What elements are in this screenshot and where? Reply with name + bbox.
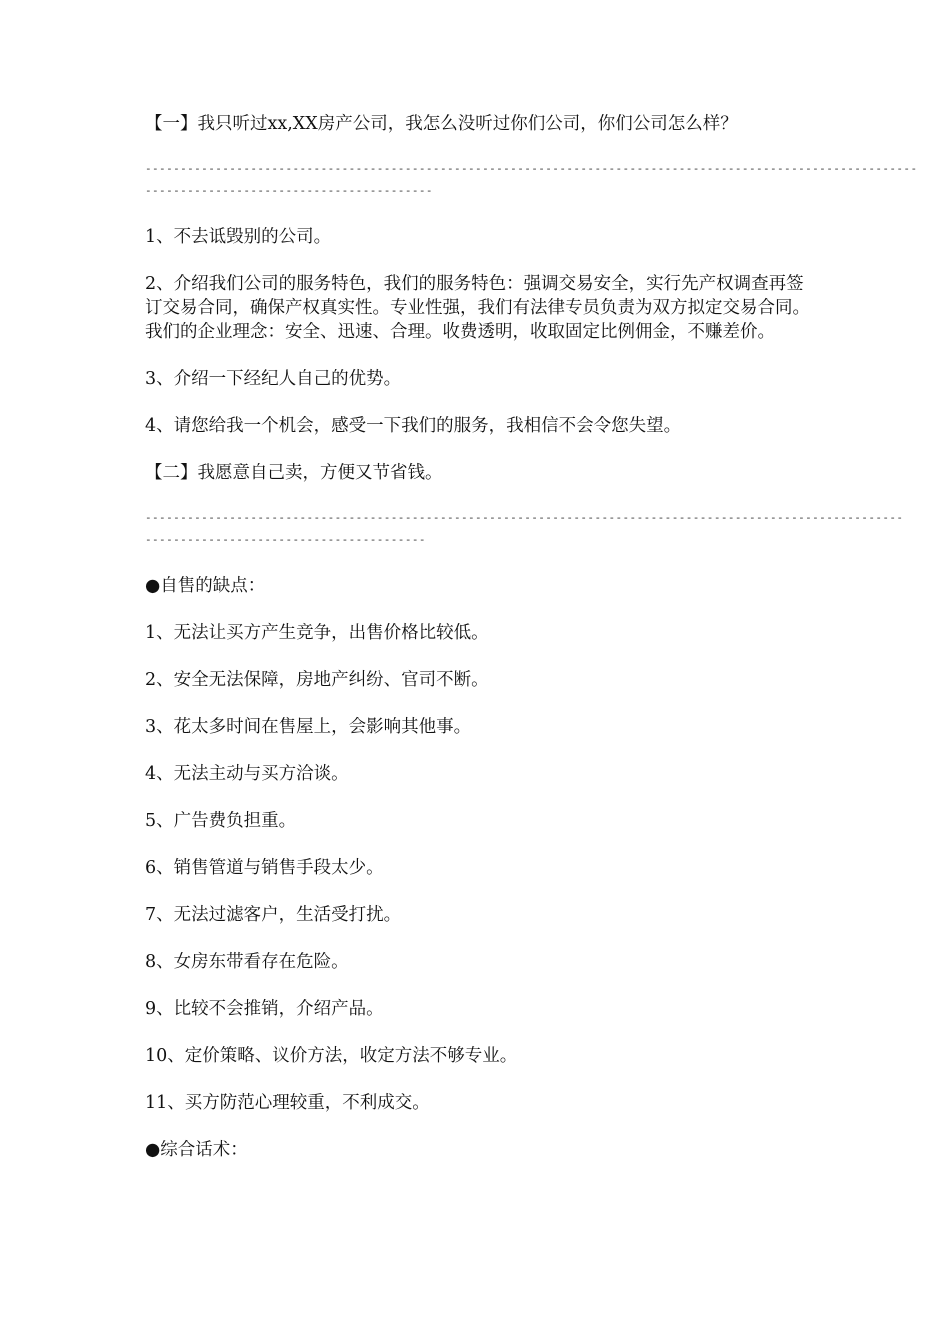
separator-line-2: -----------------------------------------	[145, 184, 433, 197]
subheading-general-script: ●综合话术：	[145, 1140, 248, 1160]
separator-line-1: --------------------------------------------------------------------------------------------------------------	[145, 162, 918, 175]
list-item: 5、广告费负担重。	[145, 811, 297, 831]
separator-line	[145, 158, 918, 202]
section-2-title: 【二】我愿意自己卖，方便又节省钱。	[145, 463, 443, 483]
separator-line-1: ------------------------------------------------------------------------------------------------------------	[145, 511, 904, 524]
list-item: 8、女房东带看存在危险。	[145, 952, 349, 972]
list-item: 1、无法让买方产生竞争，出售价格比较低。	[145, 623, 489, 643]
document-page	[145, 112, 918, 1185]
list-item: 4、请您给我一个机会，感受一下我们的服务，我相信不会令您失望。	[145, 416, 682, 436]
subheading-disadvantages: ●自售的缺点：	[145, 576, 266, 596]
list-item: 4、无法主动与买方洽谈。	[145, 764, 349, 784]
list-item: 1、不去诋毁别的公司。	[145, 227, 332, 247]
list-item: 10、定价策略、议价方法，收定方法不够专业。	[145, 1046, 518, 1066]
list-item: 7、无法过滤客户，生活受打扰。	[145, 905, 402, 925]
list-item: 2、安全无法保障，房地产纠纷、官司不断。	[145, 670, 489, 690]
list-item: 3、介绍一下经纪人自己的优势。	[145, 369, 402, 389]
list-item: 9、比较不会推销，介绍产品。	[145, 999, 384, 1019]
list-item: 2、介绍我们公司的服务特色，我们的服务特色：强调交易安全，实行先产权调查再签订交易合同，确保产权真实性。专业性强，我们有法律专员负责为双方拟定交易合同。我们的企业理念：安全、迅速、合理。收费透明，收取固定比例佣金，不赚差价。	[145, 274, 810, 342]
list-item: 3、花太多时间在售屋上，会影响其他事。	[145, 717, 472, 737]
separator-line	[145, 507, 904, 551]
list-item: 6、销售管道与销售手段太少。	[145, 858, 384, 878]
separator-line-2: ----------------------------------------	[145, 533, 426, 546]
list-item: 11、买方防范心理较重，不利成交。	[145, 1093, 430, 1113]
section-1-title: 【一】我只听过xx,XX房产公司，我怎么没听过你们公司，你们公司怎么样？	[145, 114, 738, 134]
